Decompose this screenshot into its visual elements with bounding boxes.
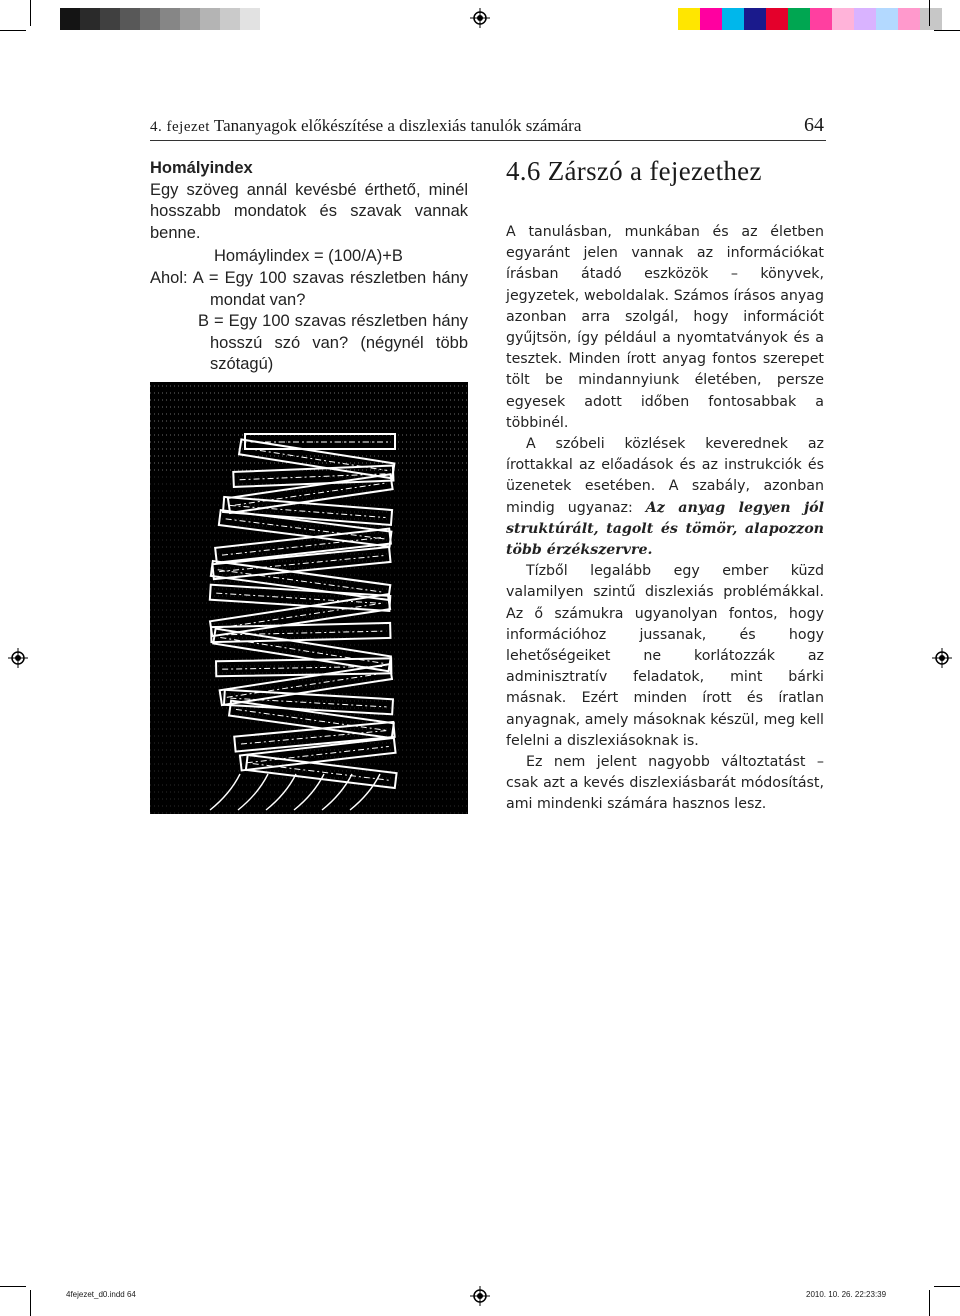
registration-mark-icon <box>932 648 952 668</box>
gray-calibration-strip <box>60 8 260 30</box>
gray-swatch <box>240 8 260 30</box>
fog-index-formula: Homáylindex = (100/A)+B <box>214 247 403 266</box>
chapter-title: Tananyagok előkészítése a diszlexiás tanulók számára <box>213 116 582 135</box>
section-body <box>506 222 824 816</box>
stacked-books-image <box>150 382 468 814</box>
paragraph-2 <box>506 434 824 561</box>
color-swatch <box>920 8 942 30</box>
fog-index-box <box>150 158 468 376</box>
page-number: 64 <box>804 114 824 136</box>
chapter-label: 4. fejezet <box>150 119 210 135</box>
paragraph-1: A tanulásban, munkában és az életben egyaránt jelen vannak az információkat írásban átadó eszközök – könyvek, jegyzetek, weboldalak. Számos írásos anyag azonban arra szolgál, hogy információt gyűjtsön, így például a nyomtatványok és a tesztek. Minden írott anyag fontos szerepet tölt be mindannyiunk életében, persze egyesek adott időben fontosabbak a többinél. <box>506 224 824 431</box>
crop-mark <box>929 0 930 26</box>
color-swatch <box>722 8 744 30</box>
crop-mark <box>0 1286 26 1287</box>
paragraph-2-text: A szóbeli közlések keverednek az írottakkal az előadások és az instrukciók és üzenetek esetében. A szabály, azonban mindig ugyanaz: <box>506 436 824 516</box>
crop-mark <box>0 30 26 31</box>
color-swatch <box>700 8 722 30</box>
color-swatch <box>788 8 810 30</box>
gray-swatch <box>140 8 160 30</box>
fog-index-intro: Egy szöveg annál kevésbé érthető, minél hosszabb mondatok és szavak vannak benne. <box>150 180 468 242</box>
registration-mark-icon <box>8 648 28 668</box>
crop-mark <box>934 1286 960 1287</box>
color-swatch <box>876 8 898 30</box>
color-swatch <box>898 8 920 30</box>
color-swatch <box>766 8 788 30</box>
fog-index-heading: Homályindex <box>150 159 253 177</box>
running-head <box>150 112 826 141</box>
color-swatch <box>832 8 854 30</box>
paragraph-4: Ez nem jelent nagyobb változtatást – csak azt a kevés diszlexiásbarát módosítást, ami mindenki számára hasznos lesz. <box>506 754 824 813</box>
gray-swatch <box>100 8 120 30</box>
running-head-text <box>150 116 581 136</box>
color-swatch <box>678 8 700 30</box>
gray-swatch <box>180 8 200 30</box>
slug-filename: 4fejezet_d0.indd 64 <box>66 1290 136 1299</box>
slug-timestamp: 2010. 10. 26. 22:23:39 <box>806 1290 887 1299</box>
color-swatch <box>854 8 876 30</box>
fog-index-where-a: Ahol: A = Egy 100 szavas részletben hány mondat van? <box>150 268 468 309</box>
gray-swatch <box>60 8 80 30</box>
gray-swatch <box>200 8 220 30</box>
stacked-books-icon <box>150 382 468 814</box>
crop-mark <box>30 0 31 26</box>
crop-mark <box>929 1290 930 1316</box>
gray-swatch <box>220 8 240 30</box>
fog-index-where-b: B = Egy 100 szavas részletben hány hosszú szó van? (négynél több szótagú) <box>198 312 468 374</box>
paragraph-2-emphasis: Az anyag legyen jól struktúrált, tagolt és tömör, alapozzon több érzékszervre. <box>506 499 825 559</box>
paragraph-3: Tízből legalább egy ember küzd valamilyen szintű diszlexiás problémákkal. Az ő számukra ugyanolyan fontos, hogy információhoz jussanak, és hogy lehetőségeiket ne korlátozzák az adminisztratív feladatok, mint bárki másnak. Ezért minden írott és íratlan anyagnak, amely másoknak készül, meg kell felelni a diszlexiásoknak is. <box>506 563 824 749</box>
section-title: 4.6 Zárszó a fejezethez <box>506 156 762 186</box>
gray-swatch <box>80 8 100 30</box>
crop-mark <box>30 1290 31 1316</box>
registration-mark-icon <box>470 8 490 28</box>
crop-mark <box>934 30 960 31</box>
color-swatch <box>810 8 832 30</box>
gray-swatch <box>160 8 180 30</box>
registration-mark-icon <box>470 1286 490 1306</box>
gray-swatch <box>120 8 140 30</box>
color-swatch <box>744 8 766 30</box>
color-calibration-strip <box>678 8 942 30</box>
